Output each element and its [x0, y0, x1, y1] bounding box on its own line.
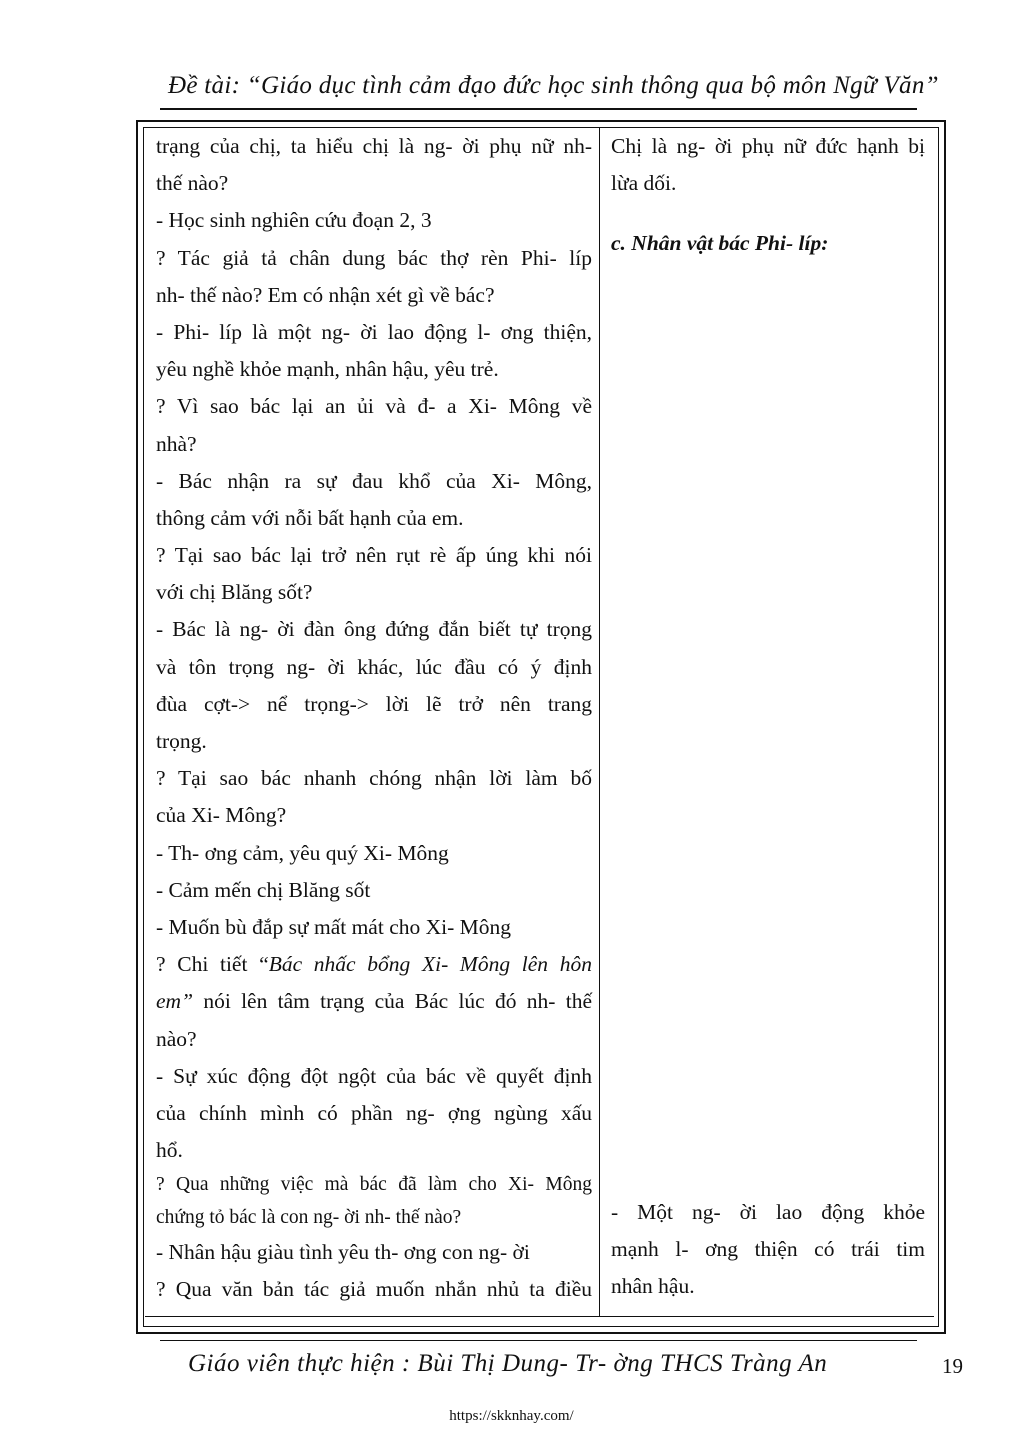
activity-line: trọng. — [156, 729, 207, 753]
activity-line: với chị Blăng sốt? — [156, 580, 313, 605]
page-number: 19 — [942, 1354, 963, 1378]
activity-line: - Bác là ng- ời đàn ông đứng đắn biết tự trọng — [156, 617, 592, 642]
activity-line: ? Tại sao bác nhanh chóng nhận lời làm bố — [156, 766, 592, 791]
activity-line: ? Qua văn bản tác giả muốn nhắn nhủ ta điều — [156, 1277, 592, 1302]
activity-line: của chính mình có phần ng- ợng ngùng xấu — [156, 1100, 592, 1125]
quote-italic-end: em” — [156, 989, 194, 1014]
answer-line: - Một ng- ời lao động khỏe — [611, 1200, 925, 1224]
quote-prefix: ? Chi tiết “ — [156, 952, 269, 977]
source-url: https://skknhay.com/ — [449, 1408, 574, 1424]
activity-column — [145, 128, 600, 1316]
activity-line: và tôn trọng ng- ời khác, lúc đầu có ý định — [156, 654, 592, 679]
activity-line: nhà? — [156, 431, 197, 456]
activity-line: nh- thế nào? Em có nhận xét gì về bác? — [156, 282, 495, 307]
lesson-table — [145, 128, 934, 1316]
activity-line: trạng của chị, ta hiểu chị là ng- ời phụ nữ nh- — [156, 134, 592, 158]
activity-line: thông cảm với nỗi bất hạnh của em. — [156, 505, 464, 530]
activity-line: đùa cợt-> nể trọng-> lời lẽ trở nên trang — [156, 691, 592, 716]
activity-line: - Học sinh nghiên cứu đoạn 2, 3 — [156, 208, 432, 233]
table-bottom-rule — [145, 1316, 934, 1317]
answer-line: lừa dối. — [611, 171, 677, 196]
subheading-block — [611, 231, 925, 256]
answer-line: nhân hậu. — [611, 1274, 695, 1299]
activity-line: hổ. — [156, 1138, 183, 1163]
activity-line: - Th- ơng cảm, yêu quý Xi- Mông — [156, 840, 449, 865]
activity-line: - Muốn bù đắp sự mất mát cho Xi- Mông — [156, 914, 512, 939]
quote-rest: nói lên tâm trạng của Bác lúc đó nh- thế — [193, 989, 592, 1014]
activity-lines — [156, 128, 592, 1309]
activity-line: - Bác nhận ra sự đau khổ của Xi- Mông, — [156, 468, 592, 493]
answer-block-2 — [611, 1194, 925, 1306]
activity-line: - Phi- líp là một ng- ời lao động l- ơng thiện, — [156, 319, 592, 344]
activity-line: của Xi- Mông? — [156, 803, 287, 828]
header-title: Đề tài: “Giáo dục tình cảm đạo đức học sinh thông qua bộ môn Ngữ Văn” — [168, 72, 939, 99]
activity-line: ? Vì sao bác lại an ủi và đ- a Xi- Mông về — [156, 394, 592, 419]
activity-line: nào? — [156, 1026, 197, 1051]
content-column — [601, 128, 934, 1316]
answer-block-1 — [611, 128, 925, 202]
activity-line: chứng tỏ bác là con ng- ời nh- thế nào? — [156, 1206, 462, 1228]
activity-line: yêu nghề khỏe mạnh, nhân hậu, yêu trẻ. — [156, 357, 499, 382]
answer-line: Chị là ng- ời phụ nữ đức hạnh bị — [611, 134, 925, 158]
activity-line: - Sự xúc động đột ngột của bác về quyết định — [156, 1063, 592, 1088]
footer-rule — [160, 1340, 917, 1341]
activity-line-quote — [156, 946, 592, 983]
subheading-philip: c. Nhân vật bác Phi- líp: — [611, 231, 829, 255]
activity-line: - Cảm mến chị Blăng sốt — [156, 877, 371, 902]
activity-line: - Nhân hậu giàu tình yêu th- ơng con ng- ời — [156, 1240, 530, 1265]
activity-line: ? Qua những việc mà bác đã làm cho Xi- Mông — [156, 1174, 592, 1196]
activity-line: ? Tác giả tả chân dung bác thợ rèn Phi- líp — [156, 245, 592, 270]
quote-italic: Bác nhấc bổng Xi- Mông lên hôn — [268, 952, 592, 977]
footer-teacher: Giáo viên thực hiện : Bùi Thị Dung- Tr- ờng THCS Tràng An — [188, 1350, 828, 1377]
activity-line-quote-cont — [156, 983, 592, 1020]
activity-line: thế nào? — [156, 171, 229, 196]
page-footer — [160, 1340, 970, 1400]
header-rule — [160, 108, 917, 110]
page-header — [160, 60, 939, 110]
activity-line: ? Tại sao bác lại trở nên rụt rè ấp úng khi nói — [156, 543, 592, 568]
answer-line: mạnh l- ơng thiện có trái tim — [611, 1237, 925, 1262]
